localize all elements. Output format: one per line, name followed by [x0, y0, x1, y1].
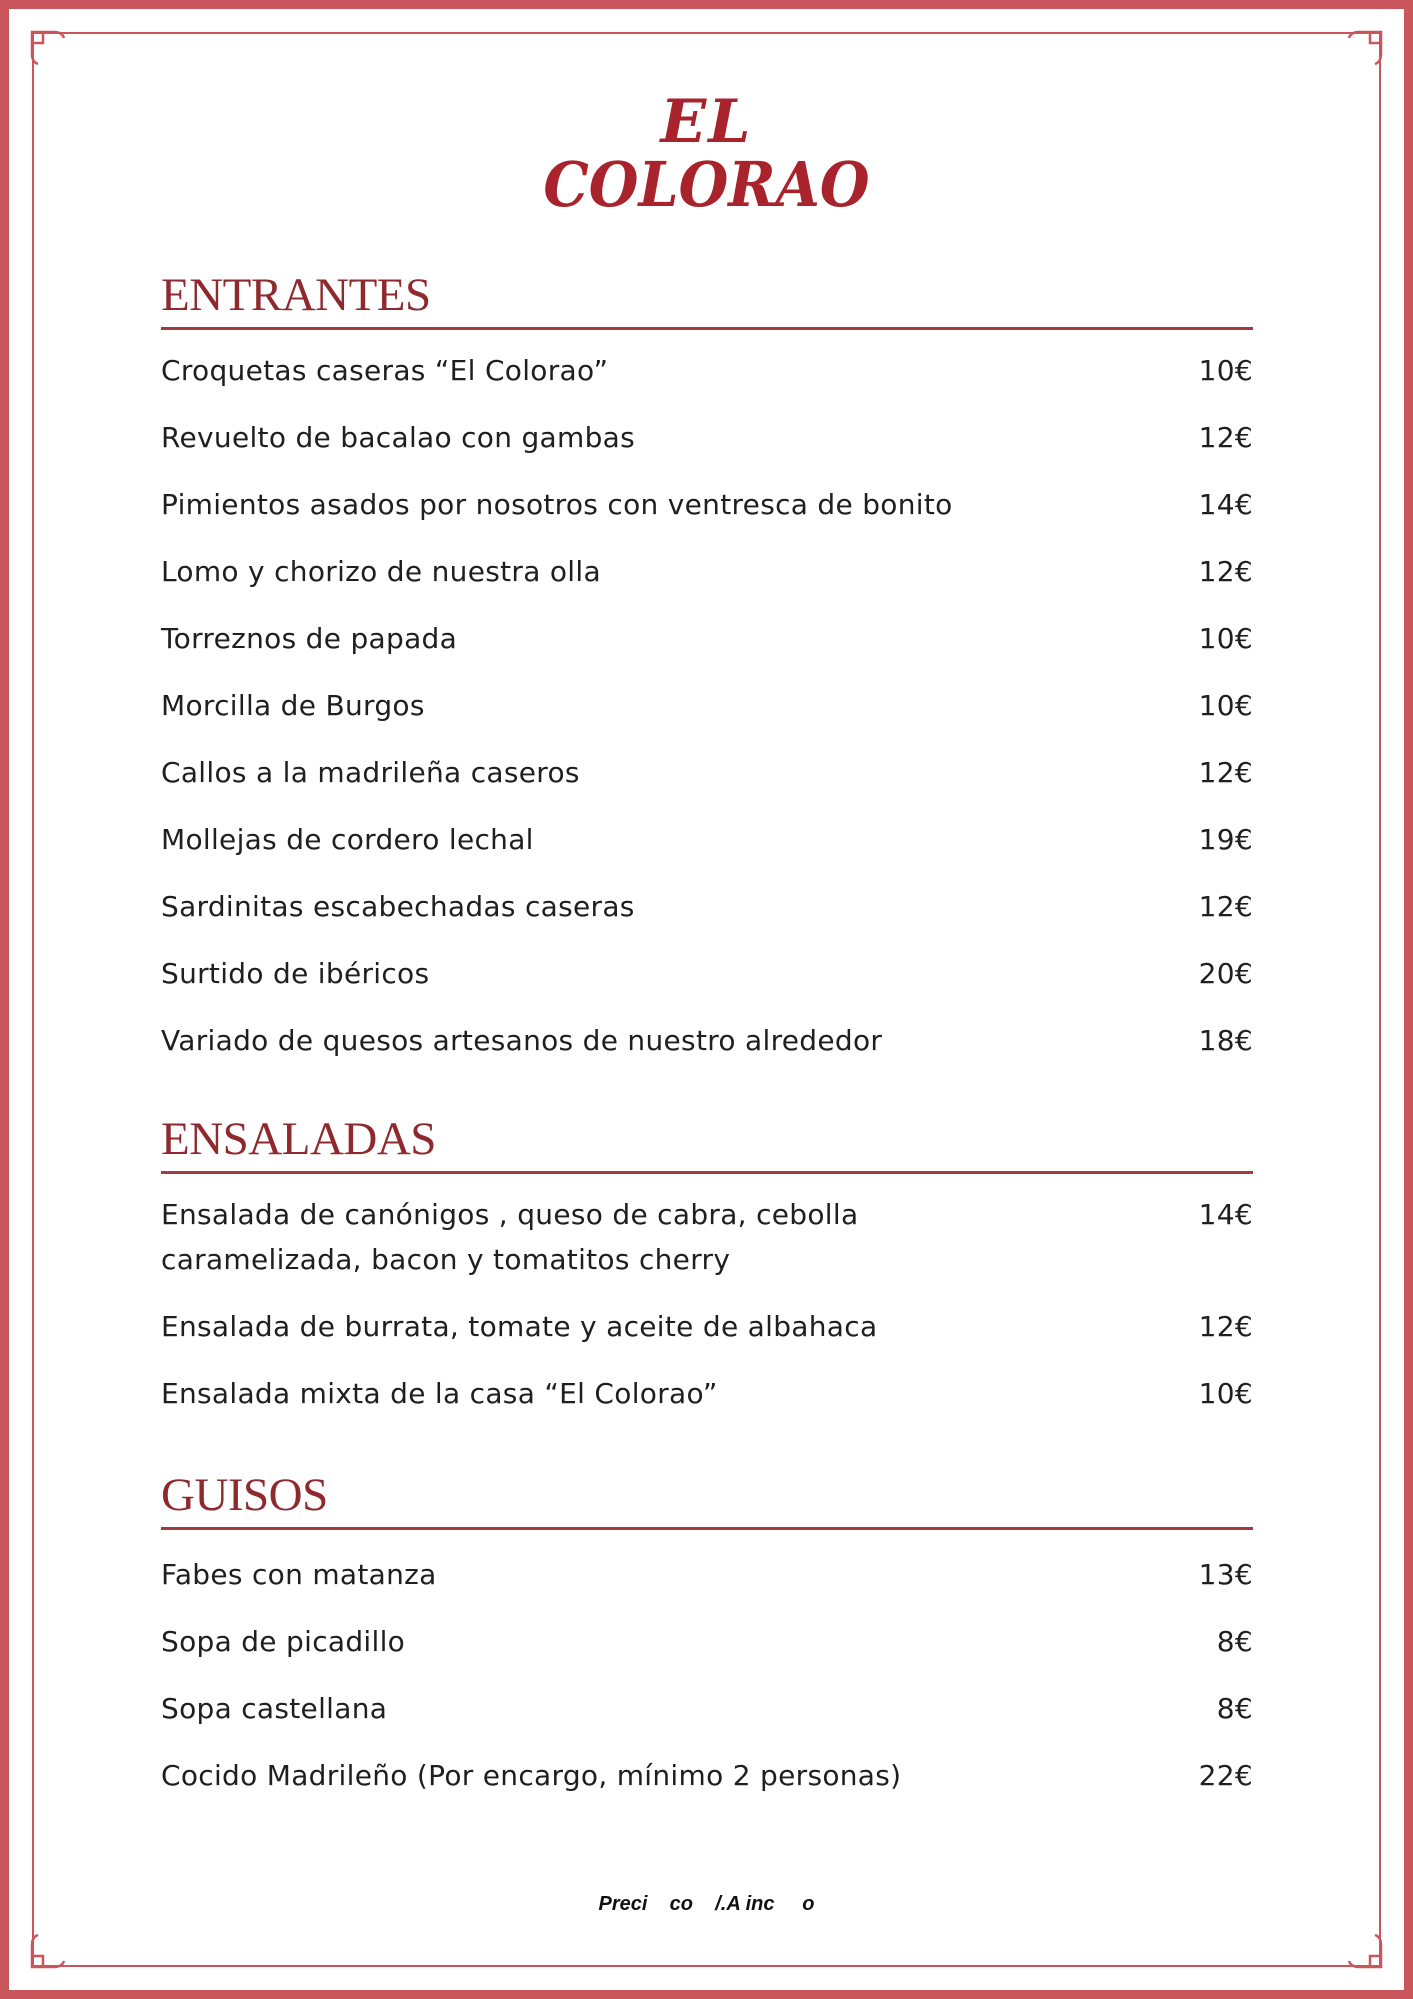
menu-item: [161, 1304, 1253, 1371]
item-name: Callos a la madrileña caseros: [161, 756, 580, 789]
item-price: 8€: [1216, 1692, 1253, 1725]
item-name: Mollejas de cordero lechal: [161, 823, 534, 856]
menu-item: [161, 683, 1253, 750]
item-price: 8€: [1216, 1625, 1253, 1658]
item-price: 13€: [1198, 1558, 1253, 1591]
corner-ornament-icon: [1337, 1923, 1383, 1969]
menu-item: [161, 951, 1253, 1018]
item-price: 12€: [1198, 1310, 1253, 1343]
section-ensaladas: [161, 1113, 1253, 1438]
item-price: 10€: [1198, 354, 1253, 387]
item-price: 14€: [1198, 1198, 1253, 1231]
item-price: 10€: [1198, 689, 1253, 722]
section-entrantes: [161, 269, 1253, 1085]
menu-item: [161, 1371, 1253, 1438]
item-price: 10€: [1198, 1377, 1253, 1410]
menu-item: [161, 1018, 1253, 1085]
menu-item: [161, 1686, 1253, 1753]
item-price: 12€: [1198, 890, 1253, 923]
section-title: ENTRANTES: [161, 272, 1253, 330]
item-name: Torreznos de papada: [161, 622, 458, 655]
menu-item: [161, 1753, 1253, 1820]
corner-ornament-icon: [1337, 30, 1383, 76]
item-name: Lomo y chorizo de nuestra olla: [161, 555, 601, 588]
logo-line-2: COLORAO: [543, 148, 870, 222]
item-price: 19€: [1198, 823, 1253, 856]
item-name: Fabes con matanza: [161, 1558, 437, 1591]
item-price: 12€: [1198, 421, 1253, 454]
section-title: ENSALADAS: [161, 1116, 1253, 1174]
item-name: Surtido de ibéricos: [161, 957, 430, 990]
corner-ornament-icon: [30, 1923, 76, 1969]
item-name: Ensalada mixta de la casa “El Colorao”: [161, 1377, 718, 1410]
item-name: Variado de quesos artesanos de nuestro alrededor: [161, 1024, 883, 1057]
item-name: Croquetas caseras “El Colorao”: [161, 354, 609, 387]
menu-item: [161, 1552, 1253, 1619]
section-guisos: [161, 1469, 1253, 1820]
item-name: Ensalada de canónigos , queso de cabra, cebolla caramelizada, bacon y tomatitos cherry: [161, 1198, 859, 1276]
section-title: GUISOS: [161, 1472, 1253, 1530]
corner-ornament-icon: [30, 30, 76, 76]
item-name: Sardinitas escabechadas caseras: [161, 890, 635, 923]
menu-item: [161, 348, 1253, 415]
logo-line-1: EL: [660, 87, 753, 157]
menu-item: [161, 884, 1253, 951]
item-price: 20€: [1198, 957, 1253, 990]
item-name: Revuelto de bacalao con gambas: [161, 421, 636, 454]
menu-item: [161, 817, 1253, 884]
menu-item: [161, 1619, 1253, 1686]
menu-item: [161, 1192, 1253, 1304]
item-price: 12€: [1198, 756, 1253, 789]
menu-item: [161, 549, 1253, 616]
item-name: Cocido Madrileño (Por encargo, mínimo 2 personas): [161, 1759, 902, 1792]
footer-note: Preci co /.A inc o: [598, 1893, 815, 1915]
menu-item: [161, 616, 1253, 683]
item-price: 14€: [1198, 488, 1253, 521]
item-name: Ensalada de burrata, tomate y aceite de albahaca: [161, 1310, 878, 1343]
menu-item: [161, 750, 1253, 817]
item-price: 22€: [1198, 1759, 1253, 1792]
menu-item: [161, 482, 1253, 549]
item-name: Pimientos asados por nosotros con ventresca de bonito: [161, 488, 953, 521]
item-price: 10€: [1198, 622, 1253, 655]
item-name: Sopa castellana: [161, 1692, 388, 1725]
item-price: 18€: [1198, 1024, 1253, 1057]
item-name: Sopa de picadillo: [161, 1625, 406, 1658]
item-name: Morcilla de Burgos: [161, 689, 425, 722]
menu-item: [161, 415, 1253, 482]
restaurant-logo: [0, 87, 1413, 222]
item-price: 12€: [1198, 555, 1253, 588]
